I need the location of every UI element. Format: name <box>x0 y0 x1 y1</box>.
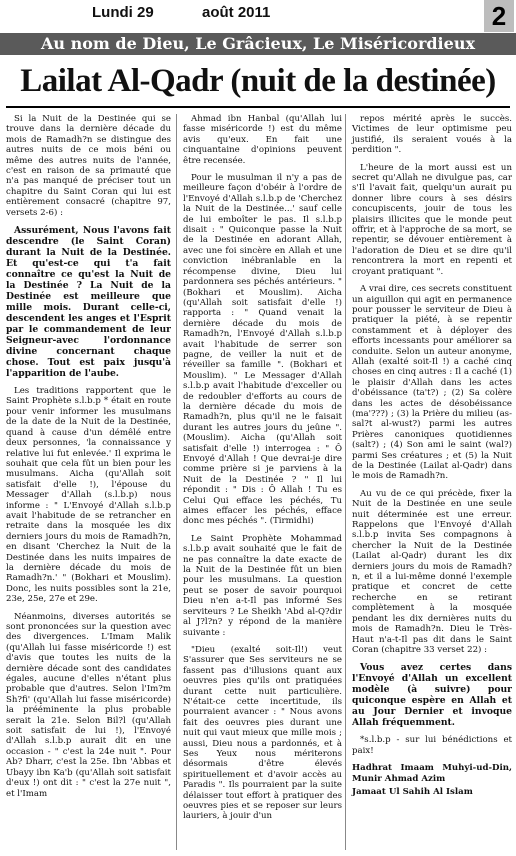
paragraph: Au vu de ce qui précède, fixer la Nuit de la Destinée en une seule nuit déterminée est une erreur. Rappelons que l'Envoyé d'Allah s.l.b.p invita Ses compagnons à chercher la Nuit de la Destinée (Lailat al-Qadr) durant les dix derniers jours du mois de Ramadh?n, et il a lui-même donné l'exemple pratique et concret de cette recherche en se retirant complètement à la mosquée pendant les dix dernières nuits du mois de Ramadh?n. Dieu le Très-Haut n'a-t-Il pas dit dans le Saint Coran (chapitre 33 verset 22) : <box>352 488 512 655</box>
bismillah-banner: Au nom de Dieu, Le Grâcieux, Le Miséricordieux <box>0 33 516 55</box>
organization-signature: Jamaat Ul Sahih Al Islam <box>352 786 473 797</box>
quran-quote: Vous avez certes dans l'Envoyé d'Allah un excellent modèle (à suivre) pour quiconque espère en Allah et au Jour Dernier et invoque Allah fréquemment. <box>352 662 512 729</box>
header-day: Lundi 29 <box>92 4 154 21</box>
paragraph: Ahmad ibn Hanbal (qu'Allah lui fasse miséricorde !) est du même avis qu'eux. En fait une cinquantaine d'opinions peuvent être recensée. <box>183 114 342 166</box>
paragraph: repos mérité après le succès. Victimes de leur optimisme peu justifié, ils seraient voués à la perdition ". <box>352 114 512 156</box>
paragraph: Si la Nuit de la Destinée qui se trouve dans la dernière décade du mois de Ramadh?n se distingue des autres nuits de ce mois béni ou même des autres nuits de l'année, c'est en raison de sa primauté que n'a pas manqué de préciser tout un chapitre du Saint Coran qui lui est entièrement consacré (chapitre 97, versets 2-6) : <box>6 114 171 218</box>
article-column-3 <box>345 114 512 850</box>
article-column-1 <box>6 114 171 850</box>
page-number: 2 <box>484 0 514 32</box>
paragraph: Néanmoins, diverses autorités se sont prononcées sur la question avec des divergences. L'Imam Malik (qu'Allah lui fasse miséricorde !) est d'avis que toutes les nuits de la dernière décade sont des candidates égales, aucune d'elles n'étant plus probable que d'autres. Selon l'Im?m Sh?fi' (qu'Allah lui fasse miséricorde) la prééminente la plus probable serait la 21e. Selon Bil?l (qu'Allah soit satisfait de lui !), l'Envoyé d'Allah s.l.b.p aurait dit en une occasion - " c'est la 24e nuit ". Pour Ab? Dharr, c'est la 25e. Ibn 'Abbas et Ubayy ibn Ka'b (qu'Allah soit satisfait d'eux !) ont dit : " c'est la 27e nuit ", et l'Imam <box>6 611 171 799</box>
title-divider <box>6 106 510 108</box>
paragraph: L'heure de la mort aussi est un secret qu'Allah ne divulgue pas, car s'Il l'avait fait, quelqu'un aurait pu donner libre cours à ses désirs concupiscents, jouir de tous les plaisirs illicites que le monde peut offrir, et à l'approche de sa mort, se repentir, se dévouer entièrement à l'adoration de Dieu et se dire qu'il rencontrera la mort en repenti et croyant pratiquant ". <box>352 162 512 277</box>
paragraph: "Dieu (exalté soit-Il!) veut S'assurer que Ses serviteurs ne se fassent pas d'illusions quant aux oeuvres pies qu'ils ont pratiquées durant cette nuit particulière. N'était-ce cette incertitude, ils pourraient avancer : " Nous avons fait des oeuvres pies durant une nuit qui vaut mieux que mille mois ; aussi, Dieu nous a pardonnés, et à Ses Yeux nous mériterons désormais d'être élevés spirituellement et d'avoir accès au Paradis ". Ils pourraient par la suite délaisser tout effort à pratiquer des oeuvres pies et se reposer sur leurs lauriers, à jouir d'un <box>183 644 342 822</box>
paragraph: Les traditions rapportent que le Saint Prophète s.l.b.p * était en route pour venir informer les musulmans de la date de la Nuit de la Destinée, quand à cause d'un démêlé entre deux personnes, 'la connaissance y relative lui fut enlevée.' Il exprima le souhait que cela fût un bien pour les musulmans. Aicha (qu'Allah soit satisfait d'elle !), l'épouse du Messager d'Allah (s.l.b.p) nous informe : " L'Envoyé d'Allah s.l.b.p avait l'habitude de se retrancher en retraite dans la mosquée les dix derniers jours du mois de Ramadh?n, en disant 'Cherchez la Nuit de la Destinée dans les nuits impaires de la dernière décade du mois de Ramadh?n.' " (Bokhari et Mouslim). Donc, les nuits possibles sont la 21e, 23e, 25e, 27e et 29e. <box>6 386 171 605</box>
quran-quote: Assurément, Nous l'avons fait descendre (le Saint Coran) durant la Nuit de la Destinée. Et qu'est-ce qui t'a fait connaître ce qu'est la Nuit de la Destinée ? La Nuit de la Destinée est meilleure que mille mois. Durant celle-ci, descendent les anges et l'Esprit par le commandement de leur Seigneur-avec l'ordonnance divine concernant chaque chose. Tout est paix jusqu'à l'apparition de l'aube. <box>6 225 171 380</box>
footnote: *s.l.b.p - sur lui bénédictions et paix! <box>352 735 512 756</box>
author-signature: Hadhrat Imaam Muhyi-ud-Din, Munir Ahmad Azim <box>352 763 512 784</box>
paragraph: Pour le musulman il n'y a pas de meilleure façon d'obéir à l'ordre de l'Envoyé d'Allah s.l.b.p de 'Cherchez la Nuit de la Destinée...' sauf celle de lui emboîter le pas. Il s.l.b.p disait : " Quiconque passe la Nuit de la Destinée en adorant Allah, avec une foi sincère en Allah et une conviction inébranlable en la récompense divine, Dieu lui pardonnera ses péchés antérieurs. " (Bokhari et Mouslim). Aicha (qu'Allah soit satisfait d'elle !) rapporta : " Quand venait la dernière décade du mois de Ramadh?n, l'Envoyé d'Allah s.l.b.p avait l'habitude de serrer son pagne, de veiller la nuit et de réveiller sa famille ". (Bokhari et Mouslim). " Le Messager d'Allah s.l.b.p avait l'habitude d'exceller ou de redoubler d'efforts au cours de la dernière décade du mois de Ramadh?n, plus qu'il ne le faisait durant les autres jours du jeûne ". (Mouslim). Aicha (qu'Allah soit satisfait d'elle !) interrogea : " Ô Envoyé d'Allah ! Que devrai-je dire comme prière si je parviens à la Nuit de la Destinée ? " Il lui répondit : " Dis : Ô Allah ! Tu es Celui Qui efface les péchés, Tu aimes effacer les péchés, efface donc mes péchés ". (Tirmidhi) <box>183 173 342 527</box>
page-title: Lailat Al-Qadr (nuit de la destinée) <box>20 63 496 99</box>
paragraph: Le Saint Prophète Mohammad s.l.b.p avait souhaité que le fait de ne pas connaître la date exacte de la Nuit de la Destinée fût un bien pour les musulmans. La question peut se poser de savoir pourquoi Dieu n'en a-t-Il pas informé Ses serviteurs ? Le Sheikh 'Abd al-Q?dir al J?l?n? y répond de la manière suivante : <box>183 533 342 638</box>
article-column-2 <box>176 114 342 850</box>
header-month-year: août 2011 <box>202 4 271 21</box>
paragraph: A vrai dire, ces secrets constituent un aiguillon qui agit en permanence pour pousser le serviteur de Dieu à pratiquer la piété, à se repentir constamment et à déployer des efforts incessants pour améliorer sa conduite. Selon un auteur anonyme, Allah (exalté soit-Il !) a caché cinq choses en cinq autres : Il a caché (1) le plaisir d'Allah dans les actes d'obéissance (ta't?) ; (2) Sa colère dans les actes de désobéissance (ma'???) ; (3) la Prière du milieu (as-sal?t al-wust?) parmi les autres Prières canoniques quotidiennes (salt?) ; (4) Son ami le saint (wal?) parmi Ses créatures ; et (5) la Nuit de la Destinée (Lailat al-Qadr) dans le mois de Ramadh?n. <box>352 284 512 482</box>
date-header <box>0 0 516 32</box>
